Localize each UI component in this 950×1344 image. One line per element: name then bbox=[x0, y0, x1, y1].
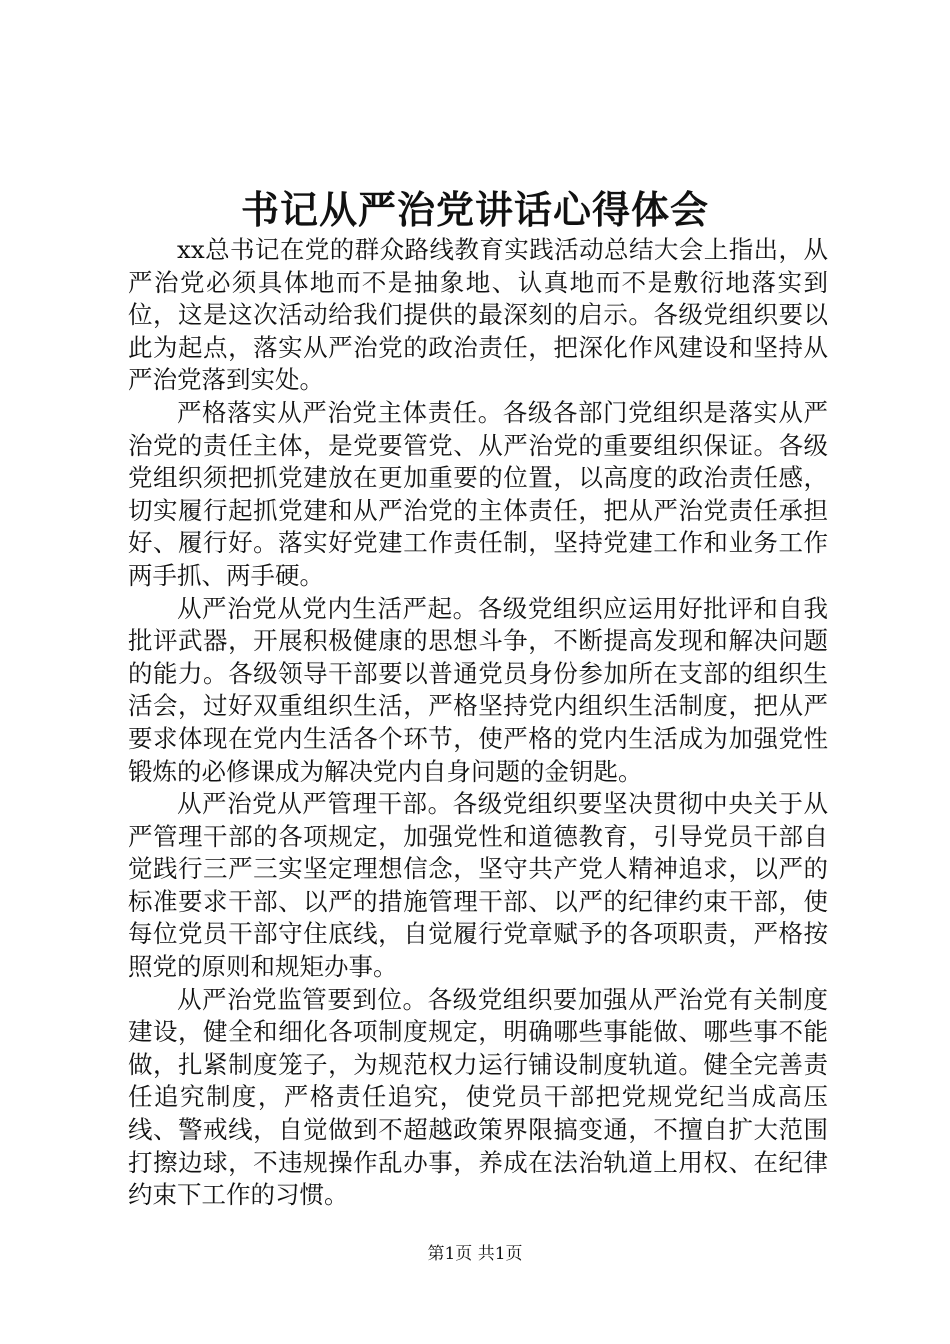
document-body bbox=[128, 234, 828, 1212]
document-title: 书记从严治党讲话心得体会 bbox=[240, 187, 709, 232]
paragraph: 从严治党监管要到位。各级党组织要加强从严治党有关制度建设，健全和细化各项制度规定，明确哪些事能做、哪些事不能做，扎紧制度笼子，为规范权力运行铺设制度轨道。健全完善责任追究制度，严格责任追究，使党员干部把党规党纪当成高压线、警戒线，自觉做到不超越政策界限搞变通，不擅自扩大范围打擦边球，不违规操作乱办事，养成在法治轨道上用权、在纪律约束下工作的习惯。 bbox=[128, 984, 828, 1210]
page-footer: 第1页 共1页 bbox=[427, 1244, 523, 1264]
paragraph: xx总书记在党的群众路线教育实践活动总结大会上指出，从严治党必须具体地而不是抽象地、认真地而不是敷衍地落实到位，这是这次活动给我们提供的最深刻的启示。各级党组织要以此为起点，落实从严治党的政治责任，把深化作风建设和坚持从严治党落到实处。 bbox=[128, 235, 828, 395]
paragraph: 从严治党从党内生活严起。各级党组织应运用好批评和自我批评武器，开展积极健康的思想斗争，不断提高发现和解决问题的能力。各级领导干部要以普通党员身份参加所在支部的组织生活会，过好双重组织生活，严格坚持党内组织生活制度，把从严要求体现在党内生活各个环节，使严格的党内生活成为加强党性锻炼的必修课成为解决党内自身问题的金钥匙。 bbox=[128, 593, 828, 786]
paragraph: 严格落实从严治党主体责任。各级各部门党组织是落实从严治党的责任主体，是党要管党、从严治党的重要组织保证。各级党组织须把抓党建放在更加重要的位置，以高度的政治责任感，切实履行起抓党建和从严治党的主体责任，把从严治党责任承担好、履行好。落实好党建工作责任制，坚持党建工作和业务工作两手抓、两手硬。 bbox=[128, 397, 828, 590]
paragraph: 从严治党从严管理干部。各级党组织要坚决贯彻中央关于从严管理干部的各项规定，加强党性和道德教育，引导党员干部自觉践行三严三实坚定理想信念，坚守共产党人精神追求，以严的标准要求干部、以严的措施管理干部、以严的纪律约束干部，使每位党员干部守住底线，自觉履行党章赋予的各项职责，严格按照党的原则和规矩办事。 bbox=[128, 789, 828, 982]
